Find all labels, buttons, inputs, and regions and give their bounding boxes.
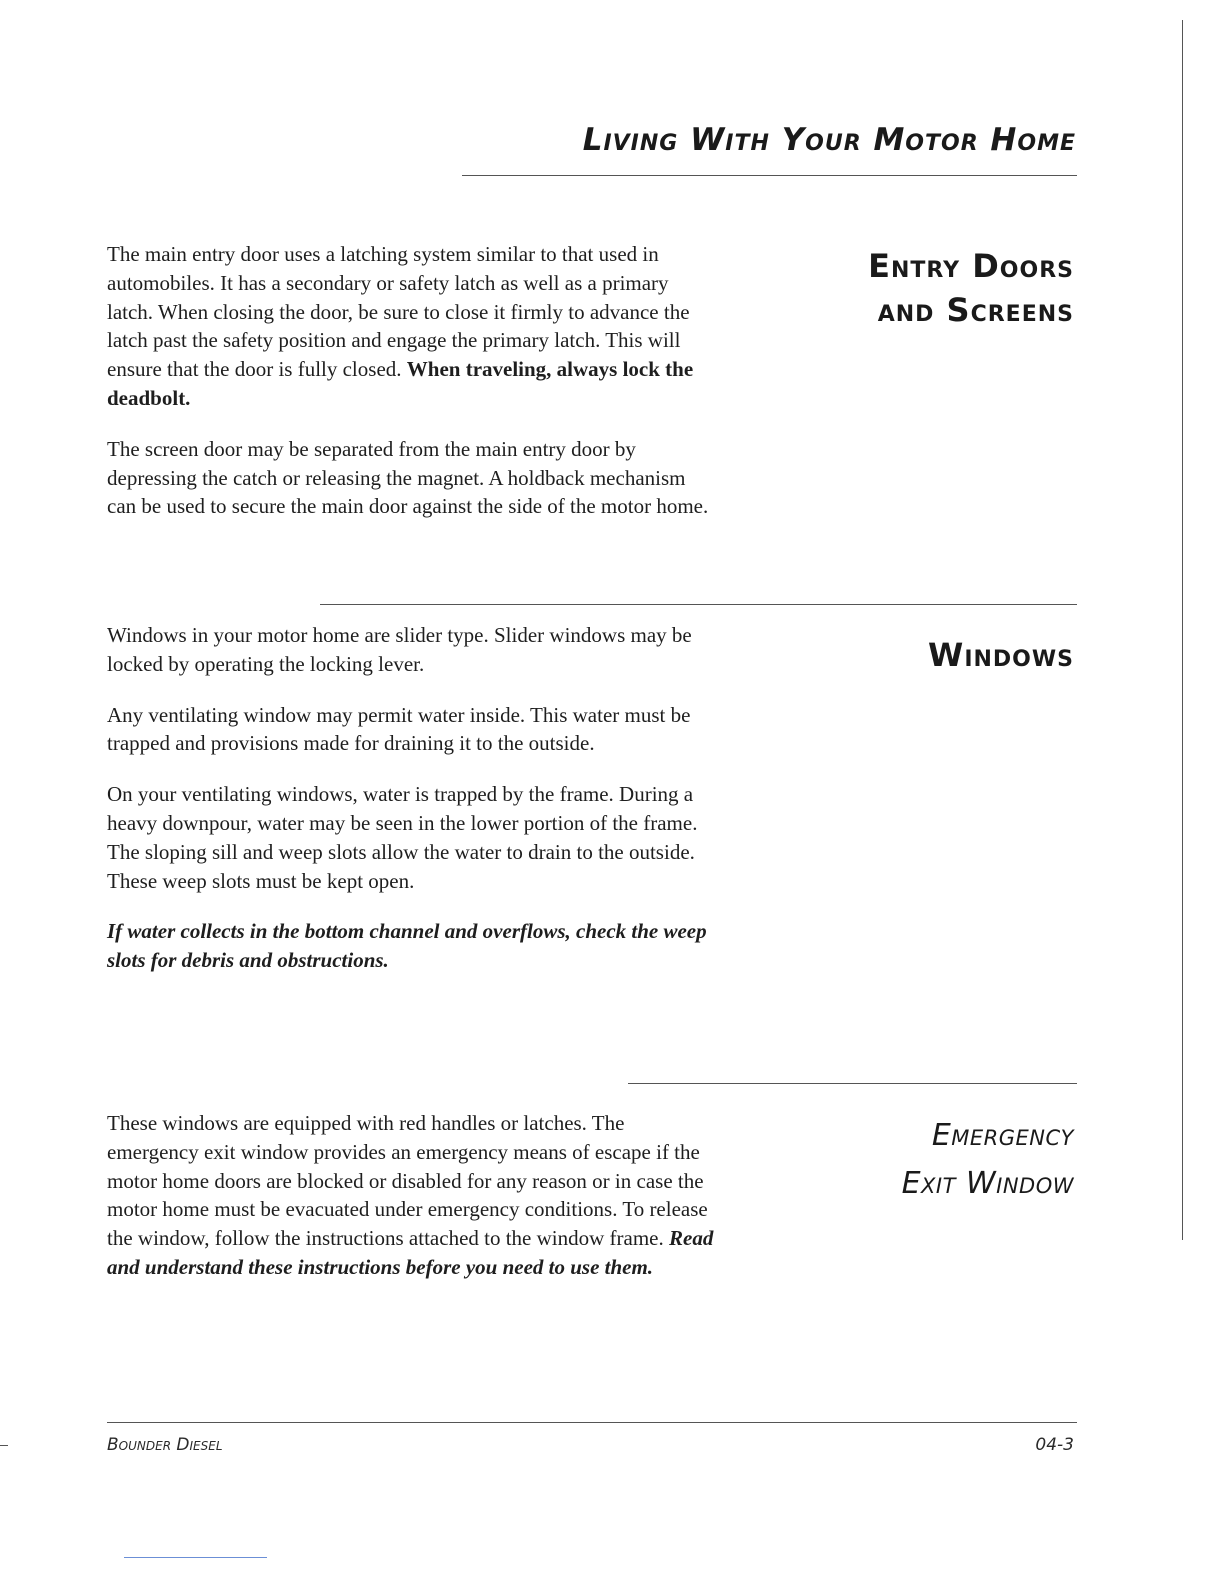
paragraph: Windows in your motor home are slider type. Slider windows may be locked by operating the locking lever. <box>107 623 692 676</box>
paragraph: Any ventilating window may permit water inside. This water must be trapped and provisions made for draining it to the outside. <box>107 702 691 756</box>
section-divider <box>628 1083 1077 1084</box>
scan-edge-mark <box>0 1445 8 1446</box>
footer-rule <box>107 1422 1077 1423</box>
paragraph: These windows are equipped with red handles or latches. The emergency exit window provides an emergency means of escape if the motor home doors are blocked or disabled for any reason or in case the motor home must be evacuated under emergency conditions. To release the window, follow the instructions attached to the window frame. Read and understand these instructions before you need to use them. <box>107 1111 714 1279</box>
paragraph: On your ventilating windows, water is trapped by the frame. During a heavy downpour, water may be seen in the lower portion of the frame. The sloping sill and weep slots allow the water to drain to the outside. These weep slots must be kept open. <box>107 782 698 893</box>
section-body-windows <box>107 621 717 997</box>
section-divider <box>320 604 1077 605</box>
section-body-entry-doors <box>107 240 717 543</box>
footer-title: Bounder Diesel <box>107 1435 223 1455</box>
paragraph: The screen door may be separated from the main entry door by depressing the catch or releasing the magnet. A holdback mechanism can be used to secure the main door against the side of the motor home. <box>107 436 709 519</box>
section-heading-windows: Windows <box>928 636 1074 674</box>
section-heading-emergency-exit: Emergency Exit Window <box>901 1118 1074 1201</box>
page-title: Living With Your Motor Home <box>582 122 1076 158</box>
page-number: 04-3 <box>1035 1435 1074 1455</box>
section-heading-entry-doors: Entry Doors and Screens <box>868 247 1074 329</box>
header-rule <box>462 175 1077 176</box>
section-body-emergency-exit <box>107 1109 717 1304</box>
scan-edge-mark <box>124 1557 267 1558</box>
scan-edge-line <box>1182 20 1183 1240</box>
warning-note: If water collects in the bottom channel and overflows, check the weep slots for debris and obstructions. <box>107 919 707 973</box>
paragraph: The main entry door uses a latching system similar to that used in automobiles. It has a secondary or safety latch as well as a primary latch. When closing the door, be sure to close it firmly to advance the latch past the safety position and engage the primary latch. This will ensure that the door is fully closed. When traveling, always lock the deadbolt. <box>107 242 694 410</box>
